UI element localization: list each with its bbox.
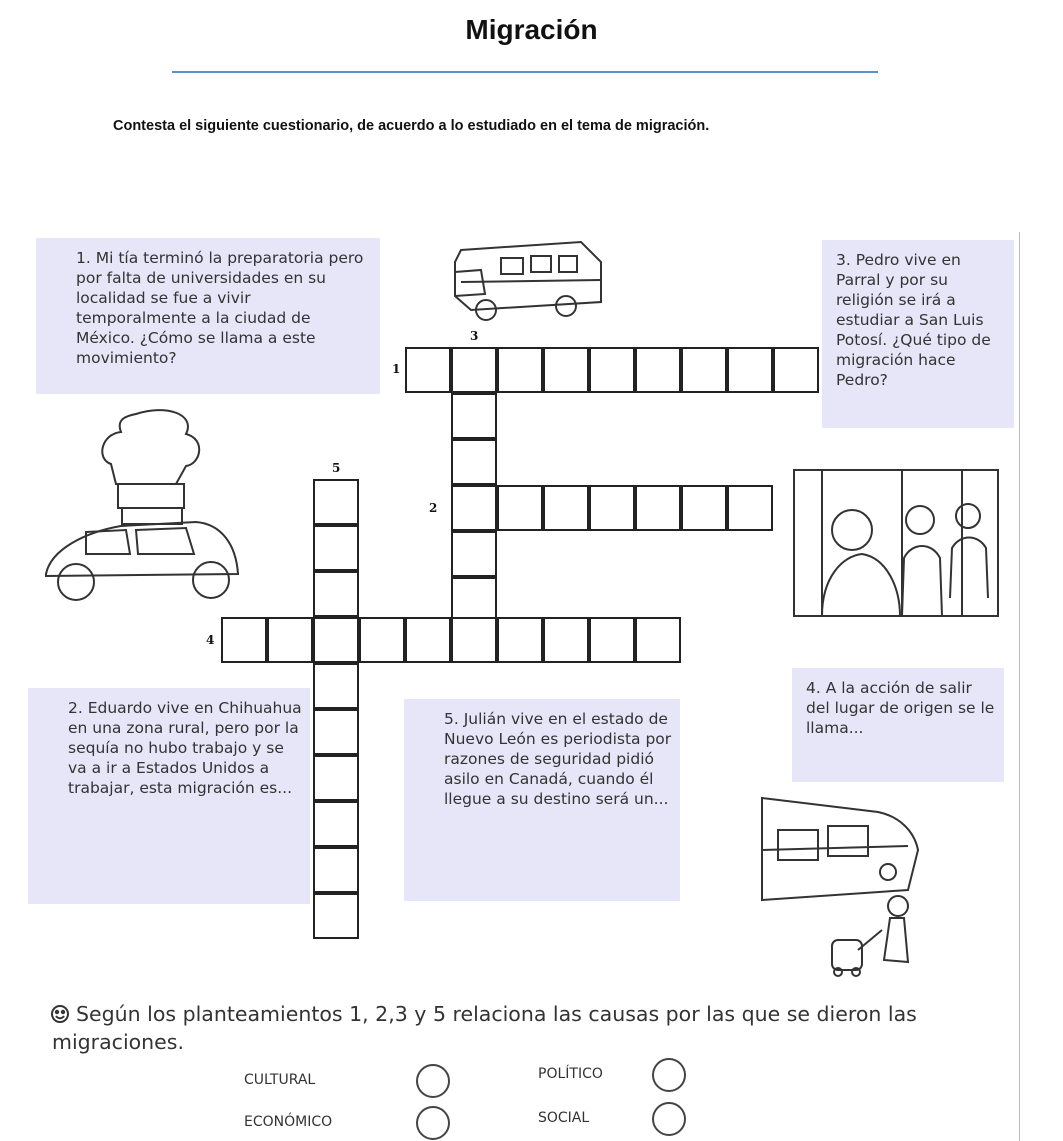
crossword-cell-5-1[interactable] xyxy=(313,479,359,525)
option-label-social: SOCIAL xyxy=(538,1110,590,1126)
clue-2-box xyxy=(28,688,310,904)
page-border xyxy=(1019,232,1020,1141)
clue-3-box xyxy=(822,240,1014,428)
crossword-cell-3-2[interactable] xyxy=(451,393,497,439)
crossword-cell-1-1[interactable] xyxy=(405,347,451,393)
option-label-economico: ECONÓMICO xyxy=(244,1114,333,1130)
crossword-cell-4-6[interactable] xyxy=(451,617,497,663)
option-circle-economico[interactable] xyxy=(416,1106,450,1140)
crossword-cell-5-5[interactable] xyxy=(313,663,359,709)
clue-2-text: 2. Eduardo vive en Chihuahua en una zona rural, pero por la sequía no hubo trabajo y se va a ir a Estados Unidos a trabajar, esta migración es... xyxy=(68,699,302,797)
page-title: Migración xyxy=(465,14,598,45)
crossword-cell-2-4[interactable] xyxy=(589,485,635,531)
instructions: Contesta el siguiente cuestionario, de acuerdo a lo estudiado en el tema de migración. xyxy=(113,118,710,134)
clue-3-text: 3. Pedro vive en Parral y por su religión se irá a estudiar a San Luis Potosí. ¿Qué tipo de migración hace Pedro? xyxy=(836,251,991,389)
crossword-cell-1-3[interactable] xyxy=(497,347,543,393)
option-label-cultural: CULTURAL xyxy=(244,1072,316,1088)
crossword-cell-2-6[interactable] xyxy=(681,485,727,531)
crossword-cell-2-5[interactable] xyxy=(635,485,681,531)
train-traveler-icon xyxy=(758,790,928,980)
crossword-cell-5-9[interactable] xyxy=(313,847,359,893)
crossword-number-3: 3 xyxy=(470,329,479,343)
crossword-cell-1-4[interactable] xyxy=(543,347,589,393)
crossword-cell-5-6[interactable] xyxy=(313,709,359,755)
crossword-cell-2-3[interactable] xyxy=(543,485,589,531)
clue-5-text: 5. Julián vive en el estado de Nuevo León es periodista por razones de seguridad pidió asilo en Canadá, cuando él llegue a su destino será un... xyxy=(444,710,672,808)
loaded-car-icon xyxy=(26,404,256,614)
crossword-number-1: 1 xyxy=(392,362,401,376)
crossword-cell-5-10[interactable] xyxy=(313,893,359,939)
option-circle-cultural[interactable] xyxy=(416,1064,450,1098)
crossword-cell-5-8[interactable] xyxy=(313,801,359,847)
option-label-politico: POLÍTICO xyxy=(538,1066,603,1082)
crossword-cell-4-8[interactable] xyxy=(543,617,589,663)
crossword-cell-1-5[interactable] xyxy=(589,347,635,393)
crossword-cell-4-7[interactable] xyxy=(497,617,543,663)
crossword-cell-3-3[interactable] xyxy=(451,439,497,485)
crossword-cell-2-7[interactable] xyxy=(727,485,773,531)
crossword-number-5: 5 xyxy=(332,461,341,475)
crossword-cell-4-1[interactable] xyxy=(221,617,267,663)
train-passengers-icon xyxy=(792,468,1002,618)
crossword-number-4: 4 xyxy=(206,633,215,647)
camper-van-icon xyxy=(441,232,621,332)
clue-1-box xyxy=(36,238,380,394)
crossword-cell-2-1[interactable] xyxy=(451,485,497,531)
option-circle-politico[interactable] xyxy=(652,1058,686,1092)
crossword-cell-4-3[interactable] xyxy=(313,617,359,663)
crossword-cell-2-2[interactable] xyxy=(497,485,543,531)
crossword-cell-5-3[interactable] xyxy=(313,571,359,617)
crossword-cell-1-6[interactable] xyxy=(635,347,681,393)
crossword-cell-5-7[interactable] xyxy=(313,755,359,801)
crossword-cell-4-2[interactable] xyxy=(267,617,313,663)
crossword-cell-4-4[interactable] xyxy=(359,617,405,663)
crossword-cell-4-5[interactable] xyxy=(405,617,451,663)
title-divider xyxy=(172,71,878,73)
crossword-cell-1-2[interactable] xyxy=(451,347,497,393)
option-circle-social[interactable] xyxy=(652,1102,686,1136)
crossword-number-2: 2 xyxy=(429,501,438,515)
crossword-cell-1-7[interactable] xyxy=(681,347,727,393)
clue-4-text: 4. A la acción de salir del lugar de origen se le llama... xyxy=(806,679,995,737)
crossword-cell-1-9[interactable] xyxy=(773,347,819,393)
question-text: Según los planteamientos 1, 2,3 y 5 relaciona las causas por las que se dieron las migraciones. xyxy=(52,1002,917,1054)
crossword-cell-1-8[interactable] xyxy=(727,347,773,393)
clue-1-text: 1. Mi tía terminó la preparatoria pero por falta de universidades en su localidad se fue a vivir temporalmente a la ciudad de México. ¿Cómo se llama a este movimiento? xyxy=(76,249,364,367)
crossword-cell-3-5[interactable] xyxy=(451,531,497,577)
crossword-cell-4-10[interactable] xyxy=(635,617,681,663)
crossword-cell-5-2[interactable] xyxy=(313,525,359,571)
crossword-cell-4-9[interactable] xyxy=(589,617,635,663)
clue-4-box xyxy=(792,668,1004,782)
clue-5-box xyxy=(404,699,680,901)
